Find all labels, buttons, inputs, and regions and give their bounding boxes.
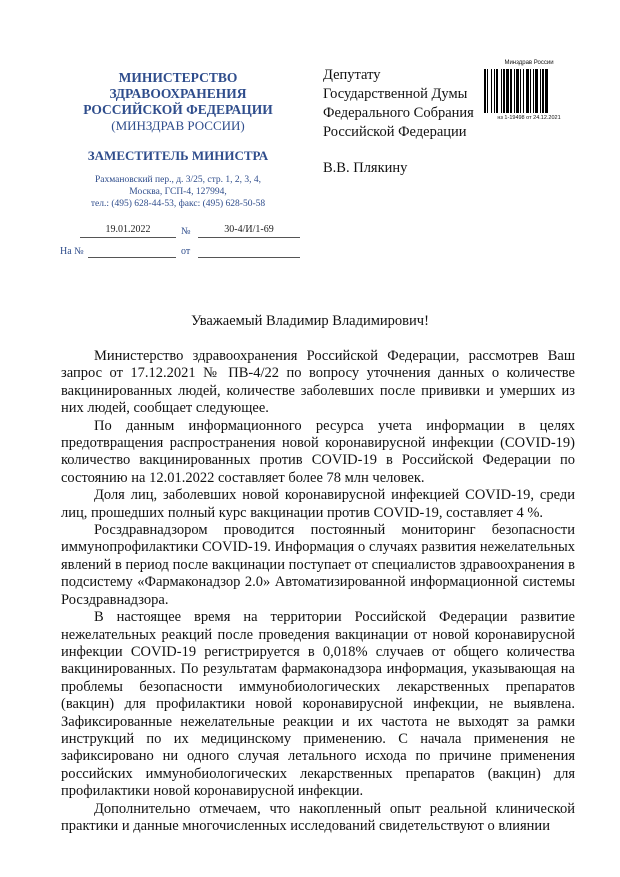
- registration-number: 30-4/И/1-69: [198, 224, 300, 238]
- paragraph-5: В настоящее время на территории Российской Федерации развитие нежелательных реакций после проведения вакцинации от новой коронавирусной инфекции COVID-19 регистрируется в 0,018% случаев от общего количества вакцинированных. По результатам фармаконадзора информация, указывающая на проблемы безопасности иммунобиологических лекарственных препаратов (вакцин) для профилактики новой коронавирусной инфекции, не выявлена. Зафиксированные нежелательные реакции и их частота не выходят за рамки инструкций по их медицинскому применению. С начала применения не зафиксировано ни одного случая летального исхода по причине применения российских иммунобиологических лекарственных препаратов (вакцин) для профилактики новой коронавирусной инфекции.: [61, 609, 575, 800]
- recipient-line4: Российской Федерации: [323, 124, 467, 140]
- recipient-line1: Депутату: [323, 67, 381, 83]
- reference-label: На №: [60, 246, 84, 257]
- paragraph-1: Министерство здравоохранения Российской Федерации, рассмотрев Ваш запрос от 17.12.2021 № ПВ-4/22 по вопросу уточнения данных о количестве вакцинированных людей, количестве заболевших после прививки и умерших из них людей, сообщает следующее.: [61, 348, 575, 417]
- barcode-icon: [484, 69, 574, 113]
- reference-from-label: от: [181, 246, 191, 257]
- number-label: №: [181, 226, 191, 237]
- paragraph-4: Росздравнадзором проводится постоянный мониторинг безопасности иммунопрофилактики COVID-19. Информация о случаях развития нежелательных явлений в период после вакцинации поступает от специалистов здравоохранения в подсистему «Фармаконадзор 2.0» Автоматизированной информационной системы Росздравнадзора.: [61, 522, 575, 608]
- ministry-name-line3: РОССИЙСКОЙ ФЕДЕРАЦИИ: [83, 102, 273, 117]
- recipient-line2: Государственной Думы: [323, 86, 468, 102]
- recipient-line3: Федерального Собрания: [323, 105, 474, 121]
- ministry-abbreviation: (МИНЗДРАВ РОССИИ): [111, 118, 245, 133]
- letter-body: [61, 348, 575, 835]
- reference-line: [60, 244, 300, 260]
- registration-line: [60, 224, 300, 240]
- reference-number-field: [88, 244, 176, 258]
- sender-position: ЗАМЕСТИТЕЛЬ МИНИСТРА: [87, 148, 269, 163]
- salutation: Уважаемый Владимир Владимирович!: [191, 313, 429, 329]
- reference-date-field: [198, 244, 300, 258]
- recipient-name: В.В. Плякину: [323, 160, 408, 176]
- paragraph-3: Доля лиц, заболевших новой коронавирусной инфекцией COVID-19, среди лиц, прошедших полный курс вакцинации против COVID-19, составляет 4 %.: [61, 487, 575, 521]
- letterhead: [60, 70, 296, 210]
- ministry-name-line2: ЗДРАВООХРАНЕНИЯ: [109, 86, 247, 101]
- recipient-block: [323, 66, 474, 178]
- address-line2: Москва, ГСП-4, 127994,: [129, 187, 227, 197]
- ministry-name-line1: МИНИСТЕРСТВО: [118, 70, 238, 85]
- paragraph-2: По данным информационного ресурса учета информации в целях предотвращения распространения новой коронавирусной инфекции (COVID-19) количество вакцинированных против COVID-19 в Российской Федерации по состоянию на 12.01.2022 составляет более 78 млн человек.: [61, 417, 575, 486]
- stamp-footer: нз 1-19498 от 24.12.2021: [497, 115, 561, 121]
- paragraph-6: Дополнительно отмечаем, что накопленный опыт реальной клинической практики и данные многочисленных исследований свидетельствуют о влиянии: [61, 800, 575, 834]
- registration-stamp: [484, 60, 574, 121]
- stamp-header: Минздрав России: [504, 60, 554, 66]
- address-line1: Рахмановский пер., д. 3/25, стр. 1, 2, 3, 4,: [94, 175, 262, 185]
- address-line3: тел.: (495) 628-44-53, факс: (495) 628-50-58: [90, 199, 266, 209]
- registration-date: 19.01.2022: [80, 224, 176, 238]
